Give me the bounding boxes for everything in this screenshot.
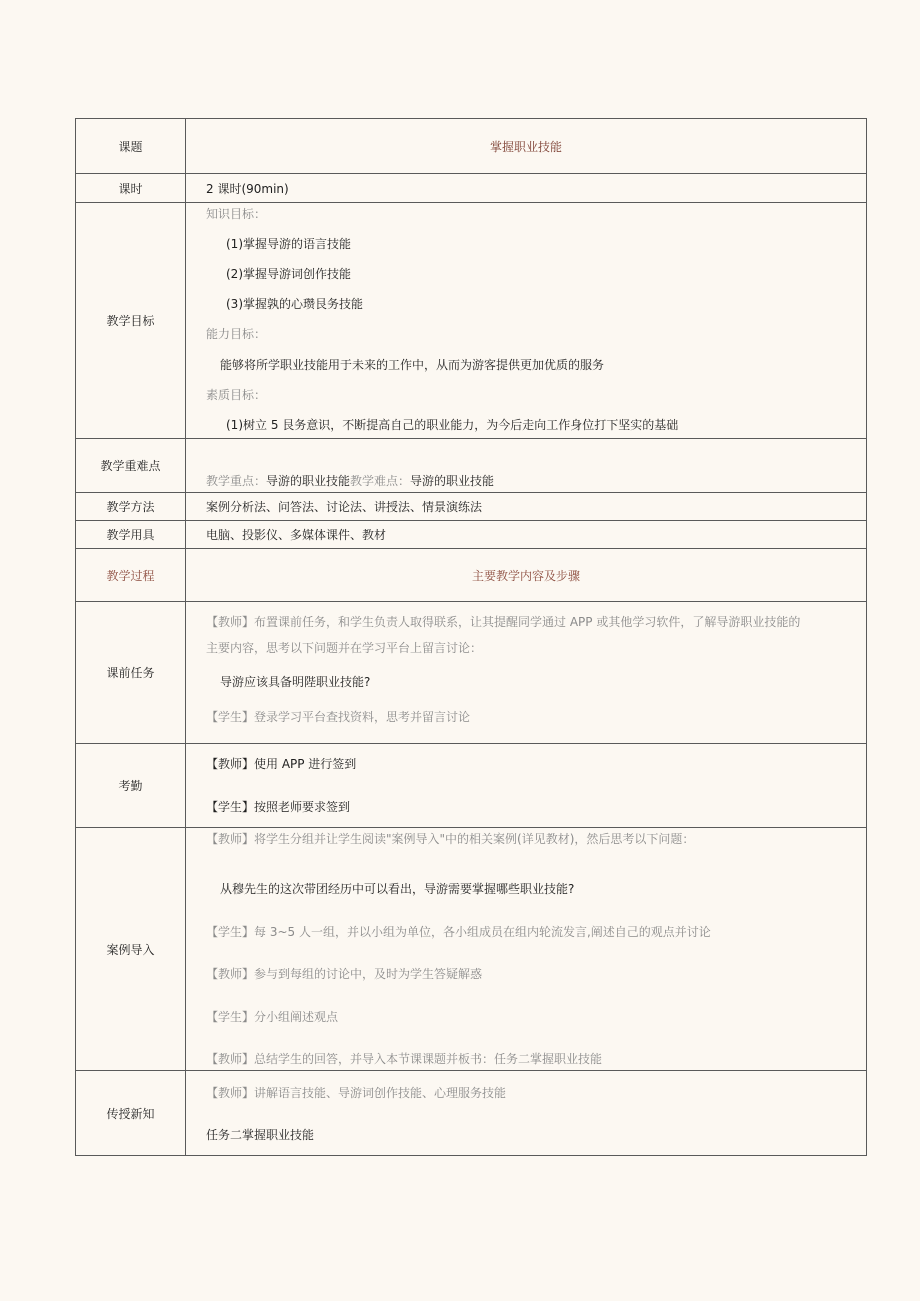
pre-class-teacher-line1 (206, 614, 800, 631)
tools-value (186, 521, 867, 549)
knowledge-heading: 知识目标： (206, 207, 267, 221)
ability-heading: 能力目标： (206, 327, 267, 341)
knowledge-item: (2)掌握导游词创作技能 (226, 267, 351, 281)
row-methods (76, 493, 867, 521)
case-intro-label: 案例导入 (76, 828, 186, 1071)
row-new-knowledge (76, 1071, 867, 1156)
case-intro-line: 【教师】参与到每组的讨论中，及时为学生答疑解惑 (206, 967, 483, 981)
quality-text: (1)树立 5 艮务意识，不断提高自己的职业能力，为今后走向工作身位打下坚实的基础 (226, 418, 679, 432)
focus-value: 导游的职业技能 (266, 474, 351, 488)
difficulty-value: 导游的职业技能 (410, 474, 495, 488)
methods-label: 教学方法 (76, 493, 186, 521)
row-topic (76, 119, 867, 174)
topic-label: 课题 (76, 119, 186, 174)
quality-heading: 素质目标： (206, 388, 267, 402)
new-knowledge-subtitle: 任务二掌握职业技能 (206, 1128, 315, 1142)
hours-text: 2 课时(90min) (206, 181, 289, 196)
row-pre-class (76, 602, 867, 744)
case-intro-question: 从穆先生的这次带团经历中可以看出，导游需要掌握哪些职业技能? (220, 882, 575, 896)
case-intro-line: 【教师】总结学生的回答，并导入本节课课题并板书：任务二掌握职业技能 (206, 1052, 603, 1066)
pre-class-student: 【学生】登录学习平台查找资料，思考并留言讨论 (206, 710, 471, 724)
pre-class-label: 课前任务 (76, 602, 186, 744)
key-points-line (206, 473, 494, 490)
process-header-left: 教学过程 (76, 549, 186, 602)
pre-class-content (186, 602, 867, 744)
row-key-points (76, 439, 867, 493)
case-intro-line: 【学生】每 3~5 人一组，并以小组为单位，各小组成员在组内轮流发言,阐述自己的观点并讨论 (206, 925, 711, 939)
new-knowledge-label: 传授新知 (76, 1071, 186, 1156)
difficulty-label: 教学难点： (350, 474, 411, 488)
attendance-student: 【学生】按照老师要求签到 (206, 800, 351, 814)
focus-label: 教学重点： (206, 474, 267, 488)
new-knowledge-teacher: 【教师】讲解语言技能、导游词创作技能、心理服务技能 (206, 1086, 507, 1100)
tools-text: 电脑、投影仪、多媒体课件、教材 (206, 528, 387, 542)
topic-value: 掌握职业技能 (186, 119, 867, 174)
lesson-plan-table (75, 118, 867, 1156)
key-points-label: 教学重难点 (76, 439, 186, 493)
pre-class-teacher-text1: 【教师】布置课前任务，和学生负责人取得联系，让其提醒同学通过 APP 或其他学习软件，了解导游职业技能的 (206, 615, 801, 629)
attendance-teacher: 【教师】使用 APP 进行签到 (206, 757, 357, 771)
hours-value (186, 174, 867, 203)
objectives-content (186, 203, 867, 439)
tools-label: 教学用具 (76, 521, 186, 549)
pre-class-teacher-line2: 主要内容，思考以下问题并在学习平台上留言讨论： (206, 641, 483, 655)
case-intro-line: 【教师】将学生分组并让学生阅读"案例导入"中的相关案例(详见教材)，然后思考以下问题： (206, 832, 695, 846)
attendance-content (186, 744, 867, 828)
new-knowledge-content (186, 1071, 867, 1156)
objectives-label: 教学目标 (76, 203, 186, 439)
attendance-label: 考勤 (76, 744, 186, 828)
row-attendance (76, 744, 867, 828)
hours-label: 课时 (76, 174, 186, 203)
methods-value (186, 493, 867, 521)
process-header-right: 主要教学内容及步骤 (186, 549, 867, 602)
pre-class-question: 导游应该具备明陛职业技能? (220, 675, 371, 689)
key-points-content (186, 439, 867, 493)
row-objectives (76, 203, 867, 439)
case-intro-line: 【学生】分小组阐述观点 (206, 1010, 339, 1024)
knowledge-item: (1)掌握导游的语言技能 (226, 237, 351, 251)
methods-text: 案例分析法、问答法、讨论法、讲授法、情景演练法 (206, 500, 483, 514)
knowledge-item: (3)掌握孰的心瓒艮务技能 (226, 297, 363, 311)
case-intro-content (186, 828, 867, 1071)
row-hours (76, 174, 867, 203)
ability-text: 能够将所学职业技能用于未来的工作中，从而为游客提供更加优质的服务 (220, 358, 605, 372)
row-tools (76, 521, 867, 549)
row-process-header (76, 549, 867, 602)
row-case-intro (76, 828, 867, 1071)
